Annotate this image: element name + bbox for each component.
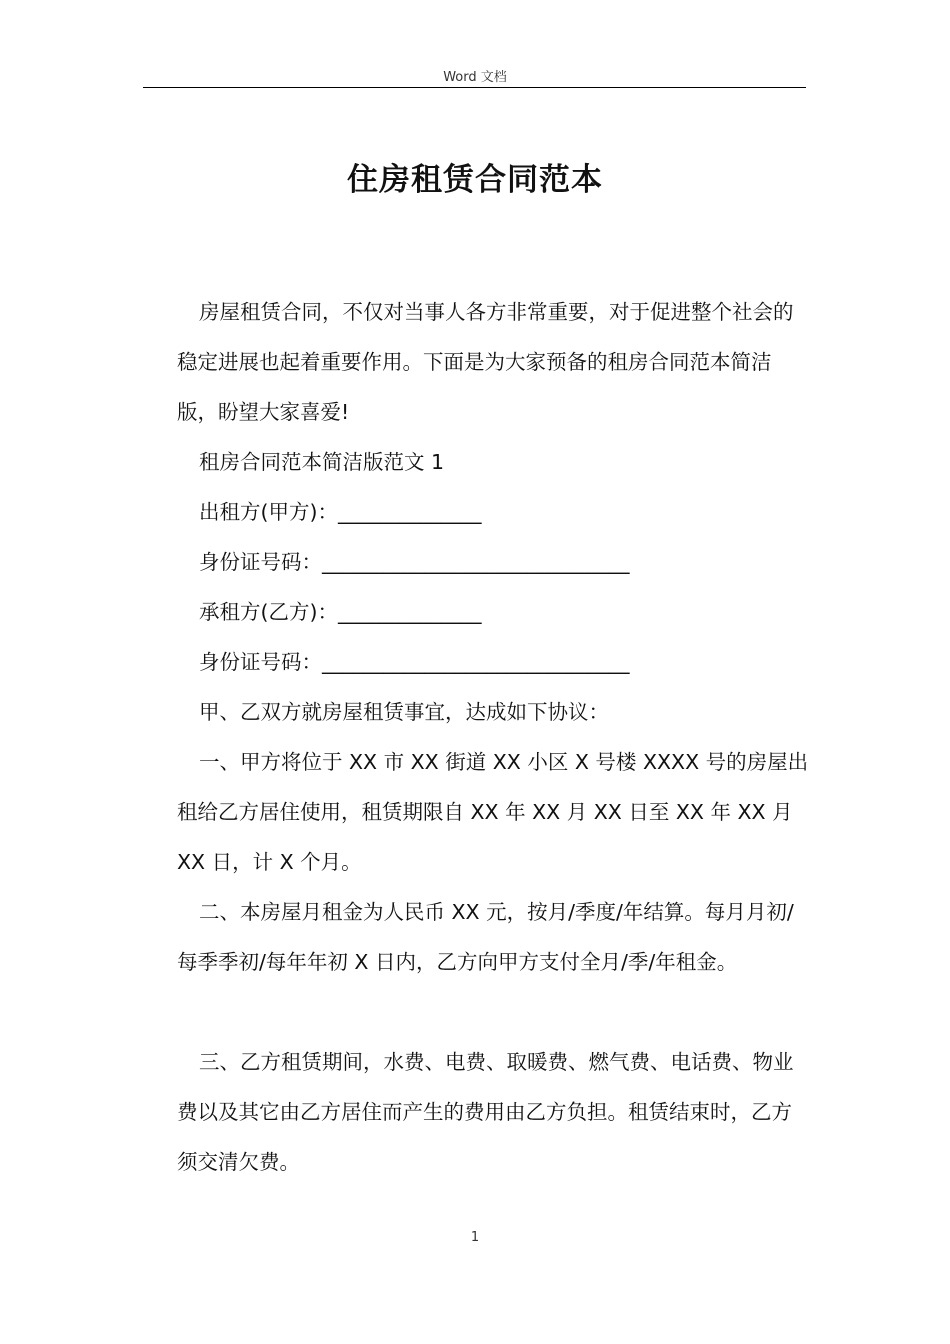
clause-3: 三、乙方租赁期间，水费、电费、取暖费、燃气费、电话费、物业费以及其它由乙方居住而产生的费用由乙方负担。租赁结束时，乙方须交清欠费。 [177, 1050, 794, 1174]
intro-paragraph: 房屋租赁合同，不仅对当事人各方非常重要，对于促进整个社会的稳定进展也起着重要作用。下面是为大家预备的租房合同范本简洁版，盼望大家喜爱! [177, 300, 794, 424]
clause-2: 二、本房屋月租金为人民币 XX 元，按月/季度/年结算。每月月初/每季季初/每年年初 X 日内，乙方向甲方支付全月/季/年租金。 [177, 900, 794, 974]
agreement-preamble: 甲、乙双方就房屋租赁事宜，达成如下协议： [199, 700, 609, 724]
document-title: 住房租赁合同范本 [347, 162, 603, 198]
lessee-field: 承租方(乙方)：______________ [199, 600, 482, 624]
page-header: Word 文档 [443, 70, 507, 85]
document-body [177, 287, 809, 1187]
lessor-field: 出租方(甲方)：______________ [199, 500, 482, 524]
sample-heading: 租房合同范本简洁版范文 1 [199, 450, 445, 474]
header-divider [143, 87, 806, 88]
page-number: 1 [470, 1230, 480, 1245]
clause-1: 一、甲方将位于 XX 市 XX 街道 XX 小区 X 号楼 XXXX 号的房屋出租给乙方居住使用，租赁期限自 XX 年 XX 月 XX 日至 XX 年 XX 月 XX 日，计 X 个月。 [177, 750, 809, 874]
lessee-id-field: 身份证号码：______________________________ [199, 650, 630, 674]
lessor-id-field: 身份证号码：______________________________ [199, 550, 630, 574]
